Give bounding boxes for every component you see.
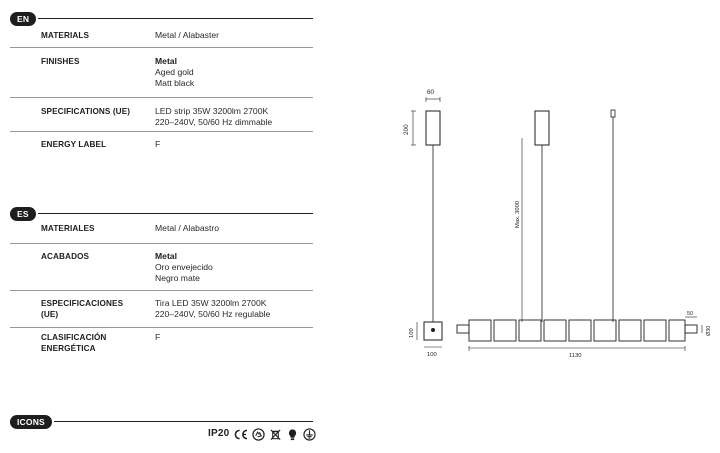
row-clasificacion (10, 328, 313, 358)
tag-line-en (38, 18, 313, 19)
row-finishes (10, 48, 313, 98)
row-specifications (10, 98, 313, 132)
acabados-label: ACABADOS (41, 252, 90, 261)
row-acabados (10, 244, 313, 291)
specifications-value: LED strip 35W 3200lm 2700K 220–240V, 50/60 Hz dimmable (155, 106, 273, 127)
no-bin-icon (269, 428, 282, 441)
module-6 (594, 320, 616, 341)
end-cap-right (685, 325, 697, 333)
materiales-label: MATERIALES (41, 224, 95, 233)
module-9 (669, 320, 685, 341)
dim-module-height: 100 (409, 328, 415, 338)
module-3 (519, 320, 541, 341)
end-cap-left (457, 325, 469, 333)
module-5 (569, 320, 591, 341)
clasificacion-label: CLASIFICACIÓN ENERGÉTICA (41, 333, 107, 353)
row-energy-label (10, 132, 313, 154)
acabados-value: Metal Oro envejecido Negro mate (155, 251, 213, 283)
dimmable-bulb-icon (286, 428, 299, 441)
dim-canopy-height: 200 (403, 124, 410, 135)
row-materials (10, 24, 313, 48)
tag-line-es (38, 213, 313, 214)
section-es (10, 205, 313, 365)
clasificacion-value: F (155, 332, 161, 342)
certification-icons (208, 427, 316, 441)
side-module-dot (431, 328, 435, 332)
technical-drawing (385, 80, 715, 370)
module-1 (469, 320, 491, 341)
materials-label: MATERIALS (41, 31, 90, 40)
materials-value: Metal / Alabaster (155, 30, 220, 40)
specifications-label: SPECIFICATIONS (UE) (41, 107, 131, 116)
tag-en: EN (10, 12, 36, 26)
section-en (10, 10, 313, 149)
ip-rating: IP20 (208, 428, 230, 439)
finishes-value: Metal Aged gold Matt black (155, 56, 195, 88)
front-hook (611, 110, 615, 117)
module-8 (644, 320, 666, 341)
front-canopy (535, 111, 549, 145)
ground-icon (303, 428, 316, 441)
ce-mark-icon (233, 428, 248, 441)
dim-total-length: 1130 (569, 353, 582, 359)
row-especificaciones (10, 291, 313, 328)
dim-max-length: Max. 3000 (515, 200, 521, 228)
especificaciones-value: Tira LED 35W 3200lm 2700K 220–240V, 50/60 Hz regulable (155, 298, 271, 319)
finishes-label: FINISHES (41, 57, 80, 66)
dim-module-width: 100 (427, 352, 437, 358)
module-4 (544, 320, 566, 341)
recycle-icon (252, 428, 265, 441)
row-materiales (10, 219, 313, 244)
tag-line-icons (54, 421, 313, 422)
module-7 (619, 320, 641, 341)
especificaciones-label: ESPECIFICACIONES (UE) (41, 299, 124, 319)
dim-end-width: 50 (687, 311, 693, 317)
materiales-value: Metal / Alabastro (155, 223, 220, 233)
side-canopy (426, 111, 440, 145)
tag-es: ES (10, 207, 36, 221)
energy-label-label: ENERGY LABEL (41, 140, 107, 149)
module-2 (494, 320, 516, 341)
tag-icons: ICONS (10, 415, 52, 429)
dim-canopy-width: 60 (427, 89, 435, 96)
energy-label-value: F (155, 139, 161, 149)
dim-end-diameter: Ø30 (706, 325, 712, 336)
